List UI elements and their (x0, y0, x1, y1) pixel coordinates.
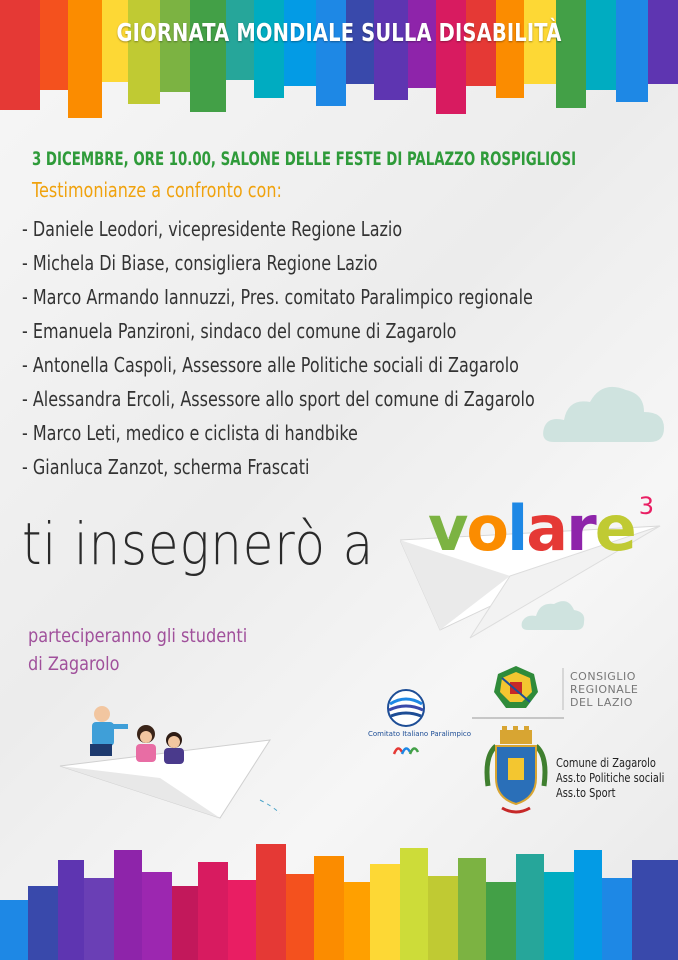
bottom-rainbow-bars (0, 820, 678, 960)
zagarolo-line: Comune di Zagarolo (556, 756, 656, 770)
speaker-item: - Alessandra Ercoli, Assessore allo sport del comune di Zagarolo (22, 387, 535, 411)
consiglio-line: CONSIGLIO (570, 670, 636, 683)
volare-word (428, 492, 652, 565)
volare-letter: r (566, 492, 595, 565)
consiglio-line: REGIONALE (570, 683, 639, 696)
tagline-text: ti insegnerò a (22, 510, 375, 578)
regione-lazio-crest (492, 664, 540, 712)
volare-superscript: 3 (638, 492, 653, 520)
speaker-item: - Marco Leti, medico e ciclista di handbike (22, 421, 358, 445)
zagarolo-coat-of-arms (482, 726, 550, 818)
students-note (28, 622, 247, 678)
consiglio-regionale-label (570, 670, 638, 709)
zagarolo-line: Ass.to Sport (556, 786, 616, 800)
page-title: GIORNATA MONDIALE SULLA DISABILITÀ (116, 18, 562, 47)
volare-text (428, 492, 635, 565)
event-subtitle: Testimonianze a confronto con: (32, 178, 282, 202)
cip-globe-logo (384, 686, 428, 730)
consiglio-line: DEL LAZIO (570, 696, 633, 709)
speaker-item: - Antonella Caspoli, Assessore alle Politiche sociali di Zagarolo (22, 353, 519, 377)
volare-letter: l (507, 492, 527, 565)
zagarolo-label (556, 756, 664, 801)
zagarolo-line: Ass.to Politiche sociali (556, 771, 665, 785)
volare-letter: o (466, 492, 508, 565)
volare-letter: e (594, 492, 635, 565)
volare-letter: a (526, 492, 567, 565)
cip-label: Comitato Italiano Paralimpico (368, 730, 472, 738)
students-line-1: parteciperanno gli studenti (28, 625, 248, 647)
speaker-item: - Marco Armando Iannuzzi, Pres. comitato Paralimpico regionale (22, 285, 533, 309)
paralympic-agitos-icon (392, 742, 420, 758)
event-date-line: 3 DICEMBRE, ORE 10.00, SALONE DELLE FESTE DI PALAZZO ROSPIGLIOSI (32, 148, 577, 170)
divider-line (562, 668, 564, 710)
students-line-2: di Zagarolo (28, 653, 120, 675)
speaker-item: - Daniele Leodori, vicepresidente Regione Lazio (22, 217, 403, 241)
cloud-icon (540, 372, 670, 450)
speaker-item: - Gianluca Zanzot, scherma Frascati (22, 455, 310, 479)
speaker-item: - Michela Di Biase, consigliera Regione Lazio (22, 251, 378, 275)
divider-line (472, 712, 564, 722)
speaker-item: - Emanuela Panzironi, sindaco del comune di Zagarolo (22, 319, 457, 343)
volare-letter: v (428, 492, 467, 565)
